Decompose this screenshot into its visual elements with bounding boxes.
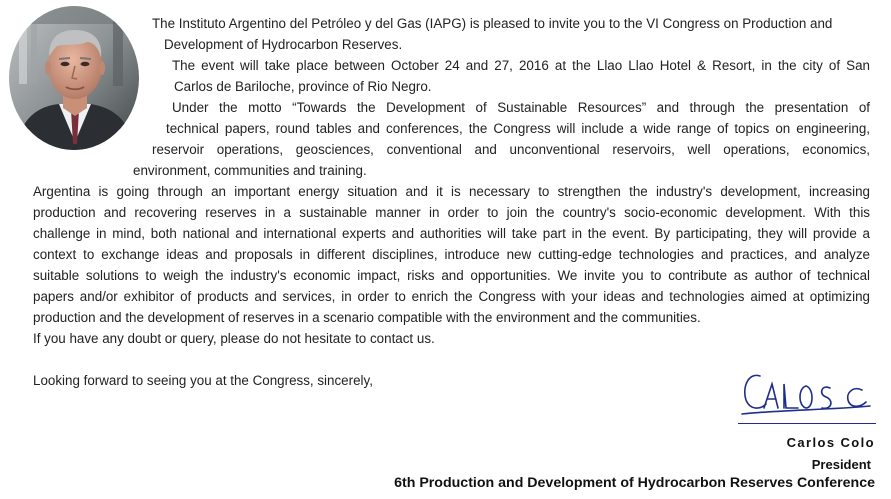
body-line-4: context to exchange ideas and proposals in different disciplines, introduce new cutting-edge technologies and practices, and analyze <box>33 247 870 262</box>
intro-line-8: environment, communities and training. <box>133 163 367 178</box>
intro-line-4: Carlos de Bariloche, province of Rio Negro. <box>174 79 432 94</box>
body-line-1: Argentina is going through an important energy situation and it is necessary to strengthen the industry's development, increasing <box>33 184 870 199</box>
signer-name: Carlos Colo <box>786 435 875 450</box>
intro-line-1: The Instituto Argentino del Petróleo y del Gas (IAPG) is pleased to invite you to the VI Congress on Production and <box>152 16 833 31</box>
closing-line: Looking forward to seeing you at the Congress, sincerely, <box>33 373 373 388</box>
intro-line-7: reservoir operations, geosciences, conventional and unconventional reservoirs, well operations, economics, <box>152 142 870 157</box>
event-name: 6th Production and Development of Hydrocarbon Reserves Conference <box>394 475 875 491</box>
contact-line: If you have any doubt or query, please do not hesitate to contact us. <box>33 331 435 346</box>
body-line-6: papers and/or exhibitor of products and services, in order to enrich the Congress with your ideas and technologies aimed at optimizing <box>33 289 870 304</box>
body-line-2: production and recovering reserves in a sustainable manner in order to join the country's socio-economic development. With this <box>33 205 870 220</box>
body-line-5: suitable solutions to weigh the industry's economic impact, risks and opportunities. We invite you to contribute as author of technical <box>33 268 870 283</box>
intro-line-5: Under the motto “Towards the Development of Sustainable Resources” and through the presentation of <box>172 100 870 115</box>
body-line-7: production and the development of reserves in a scenario compatible with the environment and the communities. <box>33 310 701 325</box>
handwritten-signature <box>738 366 878 426</box>
signature-line <box>738 423 876 424</box>
intro-line-3: The event will take place between October 24 and 27, 2016 at the Llao Llao Hotel & Resort, in the city of San <box>172 58 870 73</box>
intro-line-6: technical papers, round tables and conferences, the Congress will include a wide range of topics on engineering, <box>166 121 870 136</box>
body-line-3: challenge in mind, both national and international experts and authorities will take part in the event. By participating, they will provide a <box>33 226 870 241</box>
signer-title: President <box>811 457 871 472</box>
intro-line-2: Development of Hydrocarbon Reserves. <box>164 37 403 52</box>
